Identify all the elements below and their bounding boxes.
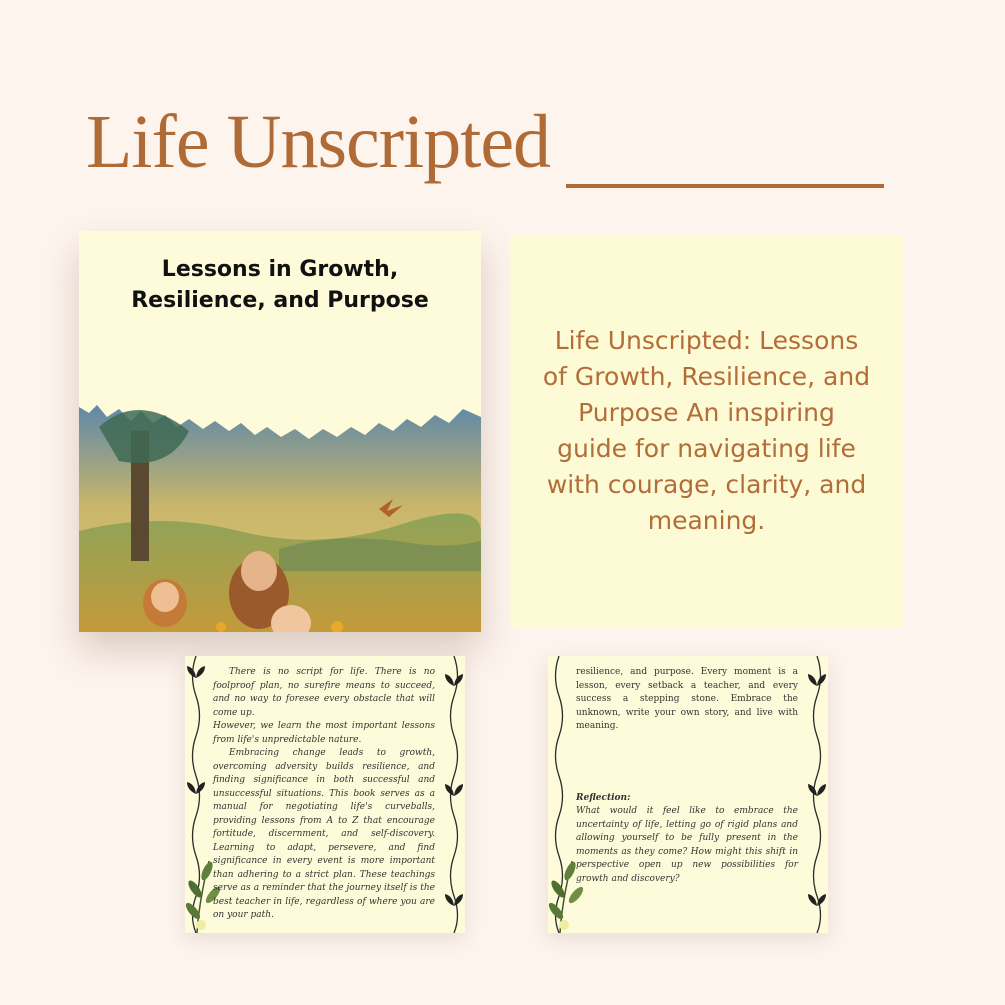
page-title: Life Unscripted bbox=[86, 100, 551, 184]
paragraph: Embracing change leads to growth, overcoming adversity builds resilience, and finding significance in both successful and unsuccessful situations. This book serves as a manual for negotiating life's curveballs, providing lessons from A to Z that encourage fortitude, discernment, and self-discovery. Learning to adapt, persevere, and find significance in every event is more important than adhering to a strict plan. These teachings serve as a reminder that the journey itself is the best teacher in life, regardless of where you are on your path. bbox=[213, 748, 435, 920]
cover-heading: Lessons in Growth, Resilience, and Purpose bbox=[131, 257, 429, 313]
reflection-text: What would it feel like to embrace the uncertainty of life, letting go of rigid plans and allowing yourself to be fully present in the moments as they come? How might this shift in perspective open up new possibilities for growth and discovery? bbox=[576, 806, 798, 884]
paragraph: However, we learn the most important lessons from life's unpredictable nature. bbox=[213, 721, 435, 745]
reflection-label: Reflection: bbox=[576, 792, 631, 803]
title-underline bbox=[566, 184, 884, 188]
book-cover bbox=[79, 231, 481, 632]
paragraph: resilience, and purpose. Every moment is a lesson, every setback a teacher, and every success a stepping stone. Embrace the unknown, write your own story, and live with meaning. bbox=[576, 667, 798, 731]
preview-text bbox=[576, 666, 798, 886]
vine-border-icon bbox=[443, 656, 465, 933]
preview-text bbox=[213, 666, 435, 923]
description-text: Life Unscripted: Lessons of Growth, Resilience, and Purpose An inspiring guide for navigating life with courage, clarity, and meaning. bbox=[542, 326, 871, 535]
preview-page-left bbox=[185, 656, 465, 933]
preview-page-right bbox=[548, 656, 828, 933]
description-card bbox=[510, 235, 903, 627]
vine-border-icon bbox=[806, 656, 828, 933]
paragraph: There is no script for life. There is no foolproof plan, no surefire means to succeed, and no way to foresee every obstacle that will come up. bbox=[213, 667, 435, 718]
